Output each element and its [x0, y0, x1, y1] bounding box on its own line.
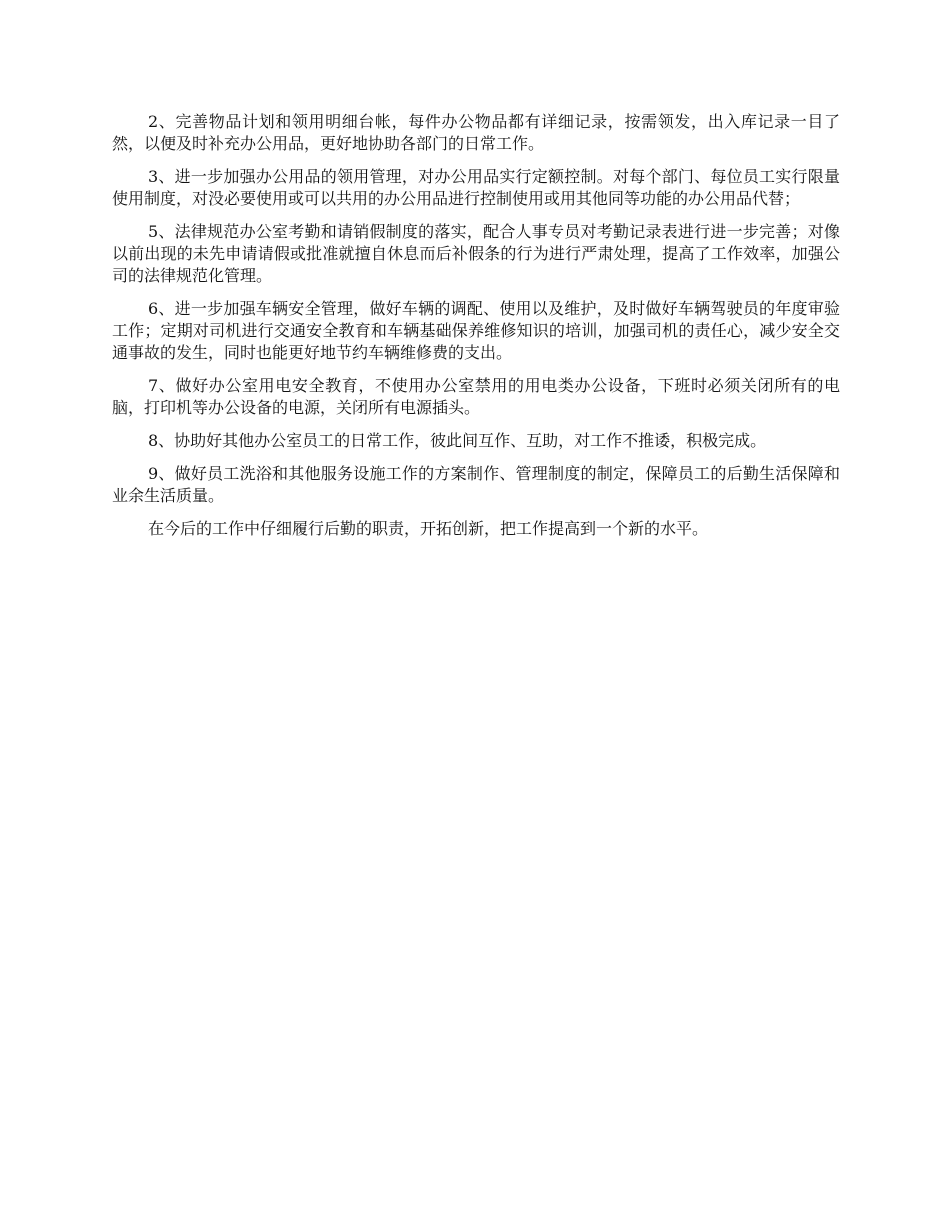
paragraph-item-9: 9、做好员工洗浴和其他服务设施工作的方案制作、管理制度的制定，保障员工的后勤生活保障和业余生活质量。	[112, 464, 840, 505]
paragraph-item-2: 2、完善物品计划和领用明细台帐，每件办公物品都有详细记录，按需领发，出入库记录一目了然，以便及时补充办公用品，更好地协助各部门的日常工作。	[112, 112, 840, 153]
paragraph-item-3: 3、进一步加强办公用品的领用管理，对办公用品实行定额控制。对每个部门、每位员工实行限量使用制度，对没必要使用或可以共用的办公用品进行控制使用或用其他同等功能的办公用品代替；	[112, 167, 840, 208]
paragraph-item-6: 6、进一步加强车辆安全管理，做好车辆的调配、使用以及维护，及时做好车辆驾驶员的年度审验工作；定期对司机进行交通安全教育和车辆基础保养维修知识的培训，加强司机的责任心，减少安全交通事故的发生，同时也能更好地节约车辆维修费的支出。	[112, 299, 840, 362]
document-body	[112, 111, 840, 551]
closing-paragraph: 在今后的工作中仔细履行后勤的职责，开拓创新，把工作提高到一个新的水平。	[148, 519, 709, 538]
paragraph-item-7: 7、做好办公室用电安全教育，不使用办公室禁用的用电类办公设备，下班时必须关闭所有的电脑，打印机等办公设备的电源，关闭所有电源插头。	[112, 376, 840, 417]
paragraph-item-5: 5、法律规范办公室考勤和请销假制度的落实，配合人事专员对考勤记录表进行进一步完善；对像以前出现的未先申请请假或批准就擅自休息而后补假条的行为进行严肃处理，提高了工作效率，加强公司的法律规范化管理。	[112, 222, 840, 285]
paragraph-item-8: 8、协助好其他办公室员工的日常工作，彼此间互作、互助，对工作不推诿，积极完成。	[148, 431, 767, 450]
